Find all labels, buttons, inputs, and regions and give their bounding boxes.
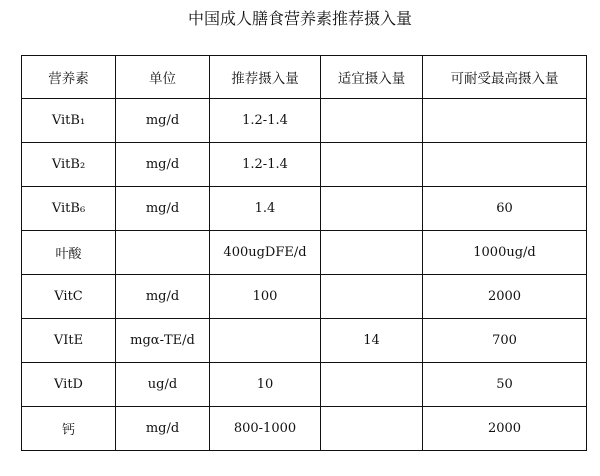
cell-unit: mg/d bbox=[116, 143, 210, 187]
table-row bbox=[22, 275, 587, 319]
cell-unit: mg/d bbox=[116, 275, 210, 319]
cell-rni: 1.4 bbox=[210, 187, 321, 231]
cell-unit: mg/d bbox=[116, 407, 210, 451]
cell-nutrient: VitC bbox=[22, 275, 116, 319]
cell-ai bbox=[321, 275, 423, 319]
table-row bbox=[22, 99, 587, 143]
cell-ul bbox=[423, 143, 587, 187]
header-rni: 推荐摄入量 bbox=[210, 56, 321, 99]
cell-unit: mg/d bbox=[116, 99, 210, 143]
table-row bbox=[22, 363, 587, 407]
cell-ai bbox=[321, 99, 423, 143]
cell-ai bbox=[321, 143, 423, 187]
cell-ai bbox=[321, 231, 423, 275]
cell-rni: 1.2-1.4 bbox=[210, 143, 321, 187]
header-nutrient: 营养素 bbox=[22, 56, 116, 99]
cell-rni: 400ugDFE/d bbox=[210, 231, 321, 275]
cell-rni bbox=[210, 319, 321, 363]
nutrient-intake-table bbox=[21, 55, 587, 451]
cell-nutrient: VItE bbox=[22, 319, 116, 363]
cell-nutrient: VitB₁ bbox=[22, 99, 116, 143]
cell-ul: 2000 bbox=[423, 275, 587, 319]
cell-nutrient: VitD bbox=[22, 363, 116, 407]
table-row bbox=[22, 231, 587, 275]
cell-nutrient: 叶酸 bbox=[22, 231, 116, 275]
cell-ai bbox=[321, 363, 423, 407]
cell-unit: mgα-TE/d bbox=[116, 319, 210, 363]
cell-ai bbox=[321, 407, 423, 451]
cell-unit: mg/d bbox=[116, 187, 210, 231]
header-ul: 可耐受最高摄入量 bbox=[423, 56, 587, 99]
header-unit: 单位 bbox=[116, 56, 210, 99]
cell-ai: 14 bbox=[321, 319, 423, 363]
cell-ul: 50 bbox=[423, 363, 587, 407]
header-ai: 适宜摄入量 bbox=[321, 56, 423, 99]
cell-nutrient: 钙 bbox=[22, 407, 116, 451]
cell-ai bbox=[321, 187, 423, 231]
cell-unit bbox=[116, 231, 210, 275]
table-title: 中国成人膳食营养素推荐摄入量 bbox=[187, 9, 412, 28]
table-row bbox=[22, 143, 587, 187]
table-row bbox=[22, 187, 587, 231]
cell-rni: 1.2-1.4 bbox=[210, 99, 321, 143]
cell-nutrient: VitB₂ bbox=[22, 143, 116, 187]
cell-ul: 700 bbox=[423, 319, 587, 363]
cell-ul: 60 bbox=[423, 187, 587, 231]
cell-ul bbox=[423, 99, 587, 143]
cell-nutrient: VitB₆ bbox=[22, 187, 116, 231]
header-row bbox=[22, 56, 587, 99]
table-row bbox=[22, 319, 587, 363]
cell-rni: 100 bbox=[210, 275, 321, 319]
cell-rni: 800-1000 bbox=[210, 407, 321, 451]
cell-ul: 2000 bbox=[423, 407, 587, 451]
cell-rni: 10 bbox=[210, 363, 321, 407]
cell-ul: 1000ug/d bbox=[423, 231, 587, 275]
table-row bbox=[22, 407, 587, 451]
cell-unit: ug/d bbox=[116, 363, 210, 407]
